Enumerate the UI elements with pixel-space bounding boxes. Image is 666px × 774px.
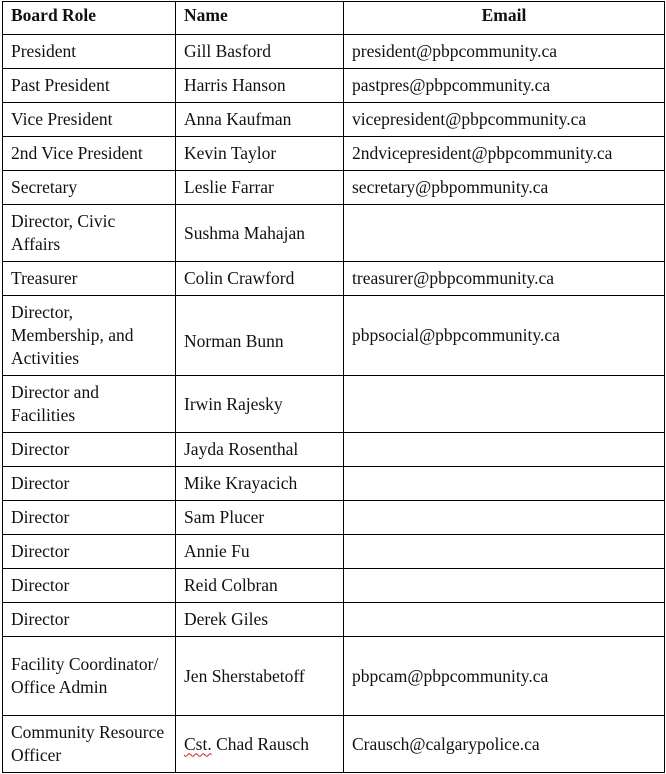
table-row [3, 205, 665, 262]
name-cell: Jayda Rosenthal [176, 433, 344, 467]
name-cell: Derek Giles [176, 603, 344, 637]
name-cell: Gill Basford [176, 35, 344, 69]
role-cell: Community Resource Officer [3, 716, 176, 773]
name-cell: Annie Fu [176, 535, 344, 569]
role-cell: Past President [3, 69, 176, 103]
name-cell: Anna Kaufman [176, 103, 344, 137]
table-row [3, 569, 665, 603]
role-cell: Director [3, 467, 176, 501]
header-name: Name [176, 2, 344, 35]
name-cell: Colin Crawford [176, 262, 344, 296]
table-row [3, 103, 665, 137]
email-cell [344, 569, 665, 603]
role-cell: Director and Facilities [3, 376, 176, 433]
header-email: Email [344, 2, 665, 35]
role-cell: Director [3, 569, 176, 603]
role-cell: Director [3, 603, 176, 637]
name-rest: Chad Rausch [211, 733, 309, 754]
name-cell: Irwin Rajesky [176, 376, 344, 433]
table-row [3, 376, 665, 433]
name-cell [176, 716, 344, 773]
email-cell [344, 205, 665, 262]
email-cell: 2ndvicepresident@pbpcommunity.ca [344, 137, 665, 171]
email-cell [344, 535, 665, 569]
name-cell: Sushma Mahajan [176, 205, 344, 262]
email-cell: Crausch@calgarypolice.ca [344, 716, 665, 773]
table-row [3, 535, 665, 569]
name-cell: Reid Colbran [176, 569, 344, 603]
table-row [3, 501, 665, 535]
email-cell [344, 467, 665, 501]
role-cell: Director [3, 501, 176, 535]
role-cell: Treasurer [3, 262, 176, 296]
name-cell: Sam Plucer [176, 501, 344, 535]
table-row [3, 35, 665, 69]
table-row [3, 467, 665, 501]
email-cell [344, 376, 665, 433]
table-row [3, 69, 665, 103]
role-cell: Director, Membership, and Activities [3, 296, 176, 376]
email-cell: pbpsocial@pbpcommunity.ca [344, 296, 665, 376]
table-header-row [3, 2, 665, 35]
role-cell: Director [3, 535, 176, 569]
name-cell: Jen Sherstabetoff [176, 637, 344, 716]
role-cell: 2nd Vice President [3, 137, 176, 171]
name-cell: Norman Bunn [176, 296, 344, 376]
name-cell: Kevin Taylor [176, 137, 344, 171]
table-row [3, 171, 665, 205]
email-cell: vicepresident@pbpcommunity.ca [344, 103, 665, 137]
email-cell: secretary@pbpommunity.ca [344, 171, 665, 205]
spellcheck-flagged-word: Cst. [184, 733, 212, 754]
name-cell: Leslie Farrar [176, 171, 344, 205]
email-cell [344, 433, 665, 467]
email-cell [344, 603, 665, 637]
role-cell: Secretary [3, 171, 176, 205]
role-cell: Director [3, 433, 176, 467]
role-cell: Director, Civic Affairs [3, 205, 176, 262]
email-cell: president@pbpcommunity.ca [344, 35, 665, 69]
table-row [3, 137, 665, 171]
table-row [3, 262, 665, 296]
header-board-role: Board Role [3, 2, 176, 35]
email-cell [344, 501, 665, 535]
email-cell: pbpcam@pbpcommunity.ca [344, 637, 665, 716]
name-cell: Harris Hanson [176, 69, 344, 103]
name-cell: Mike Krayacich [176, 467, 344, 501]
email-cell: treasurer@pbpcommunity.ca [344, 262, 665, 296]
table-row [3, 296, 665, 376]
board-members-table [2, 1, 665, 773]
role-cell: Vice President [3, 103, 176, 137]
role-cell: President [3, 35, 176, 69]
table-row [3, 603, 665, 637]
table-row [3, 716, 665, 773]
email-cell: pastpres@pbpcommunity.ca [344, 69, 665, 103]
table-row [3, 637, 665, 716]
role-cell: Facility Coordinator/ Office Admin [3, 637, 176, 716]
table-row [3, 433, 665, 467]
